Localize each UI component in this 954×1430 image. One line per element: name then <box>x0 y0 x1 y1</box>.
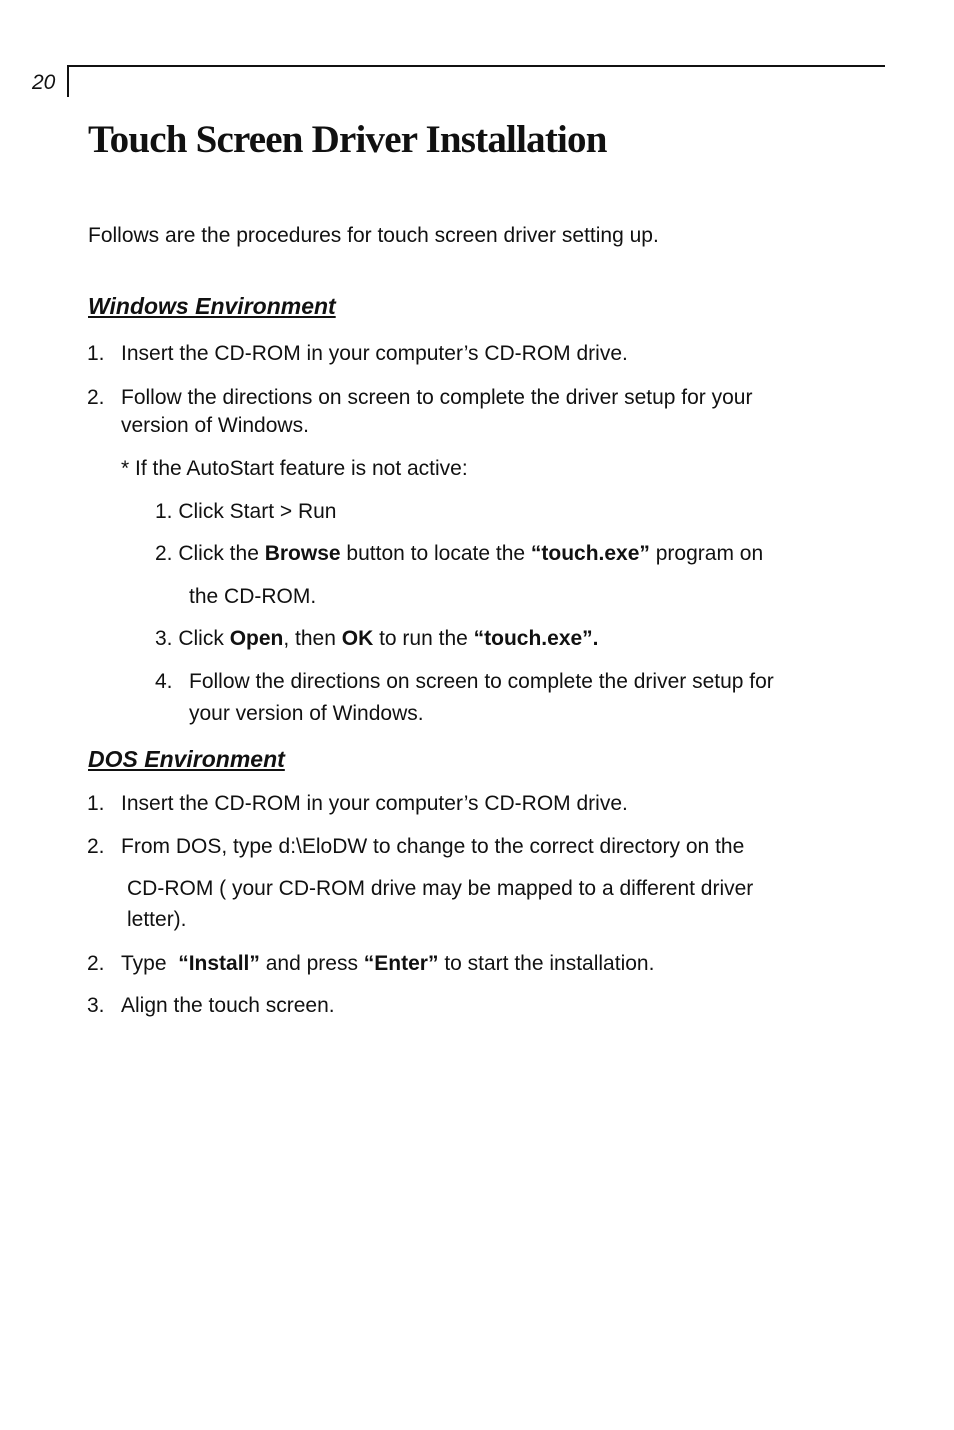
substep3-text-c: to run the <box>373 627 474 650</box>
dos-step1-number: 1. <box>87 792 105 815</box>
dos-step3-text-a: Type <box>121 952 179 975</box>
windows-substep2-line1 <box>155 540 763 568</box>
touch-exe-run-label: “touch.exe”. <box>473 627 599 650</box>
windows-substep4-number: 4. <box>155 670 173 693</box>
substep3-text-a: 3. Click <box>155 627 230 650</box>
open-label: Open <box>229 627 284 650</box>
autostart-note: * If the AutoStart feature is not active: <box>121 457 468 480</box>
enter-label: “Enter” <box>363 952 439 975</box>
dos-step2-line1: From DOS, type d:\EloDW to change to the correct directory on the <box>121 835 745 858</box>
dos-step3-text <box>121 950 654 978</box>
substep2-text-a: 2. Click the <box>155 542 265 565</box>
install-label: “Install” <box>178 952 260 975</box>
header-rule-vertical <box>67 66 69 97</box>
dos-step2-line3: letter). <box>127 908 187 931</box>
dos-step3-text-b: and press <box>259 952 364 975</box>
substep3-text-b: , then <box>283 627 342 650</box>
ok-label: OK <box>341 627 374 650</box>
substep2-text-b: button to locate the <box>340 542 531 565</box>
page-number: 20 <box>32 71 56 94</box>
page-title: Touch Screen Driver Installation <box>88 118 607 161</box>
windows-substep2-line2: the CD-ROM. <box>189 585 317 608</box>
dos-step1-text: Insert the CD-ROM in your computer’s CD-ROM drive. <box>121 792 628 815</box>
dos-step2-number: 2. <box>87 835 105 858</box>
windows-substep3 <box>155 625 599 653</box>
dos-step3-text-c: to start the installation. <box>438 952 655 975</box>
windows-step2-number: 2. <box>87 386 105 409</box>
windows-heading: Windows Environment <box>88 293 336 319</box>
windows-substep4-line2: your version of Windows. <box>189 702 424 725</box>
substep2-text-c: program on <box>649 542 764 565</box>
windows-substep4-line1: Follow the directions on screen to complete the driver setup for <box>189 670 774 693</box>
dos-step2-line2: CD-ROM ( your CD-ROM drive may be mapped to a different driver <box>127 877 754 900</box>
dos-step3-number: 2. <box>87 952 105 975</box>
browse-label: Browse <box>264 542 341 565</box>
intro-text: Follows are the procedures for touch screen driver setting up. <box>88 224 659 247</box>
touch-exe-label: “touch.exe” <box>530 542 650 565</box>
windows-step1-text: Insert the CD-ROM in your computer’s CD-ROM drive. <box>121 342 628 365</box>
windows-substep1: 1. Click Start > Run <box>155 500 337 523</box>
dos-heading: DOS Environment <box>88 746 285 772</box>
header-rule-horizontal <box>67 65 885 67</box>
windows-step2-line2: version of Windows. <box>121 414 309 437</box>
windows-step2-line1: Follow the directions on screen to complete the driver setup for your <box>121 386 753 409</box>
dos-step4-number: 3. <box>87 994 105 1017</box>
dos-step4-text: Align the touch screen. <box>121 994 335 1017</box>
windows-step1-number: 1. <box>87 342 105 365</box>
